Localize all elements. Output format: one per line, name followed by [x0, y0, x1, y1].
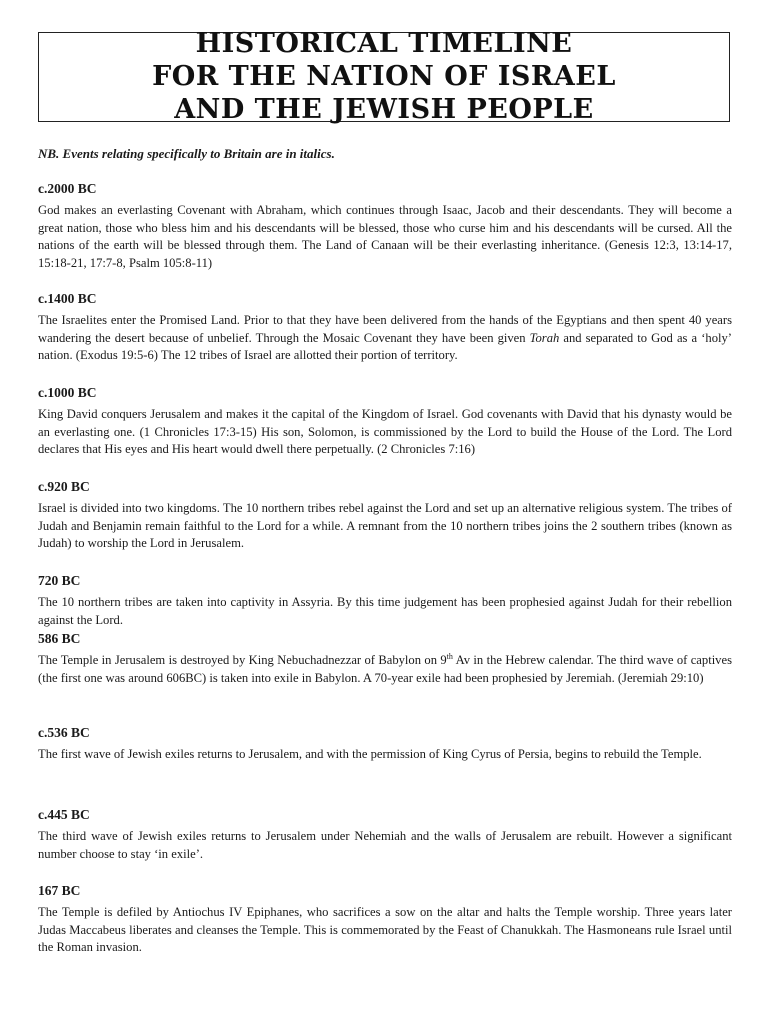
entry-date: c.1400 BC [38, 291, 97, 306]
entry-text: The Temple is defiled by Antiochus IV Epiphanes, who sacrifices a sow on the altar and halts the Temple worship. Three years later Judas Maccabeus liberates and cleanses the Temple. This is commemorated by the Feast of Chanukkah. The Hasmoneans rule Israel until the Roman invasion. [38, 905, 732, 954]
timeline-entry [38, 180, 732, 272]
entry-date: c.445 BC [38, 807, 90, 822]
timeline-entry [38, 630, 732, 687]
entry-text: The first wave of Jewish exiles returns to Jerusalem, and with the permission of King Cyrus of Persia, begins to rebuild the Temple. [38, 747, 702, 761]
entry-text [38, 652, 732, 687]
entry-date: c.536 BC [38, 725, 90, 740]
entry-date: c.2000 BC [38, 181, 97, 196]
entry-text: King David conquers Jerusalem and makes it the capital of the Kingdom of Israel. God covenants with David that his dynasty would be an everlasting one. (1 Chronicles 17:3-15) His son, Solomon, is commissioned by the Lord to build the House of the Lord. The Lord declares that His eyes and His heart would dwell there perpetually. (2 Chronicles 7:16) [38, 407, 732, 456]
entry-text: God makes an everlasting Covenant with Abraham, which continues through Isaac, Jacob and their descendants. They will become a great nation, those who bless him and his descendants will be blessed, those who curse him and his descendants will be cursed. All the nations of the earth will be blessed through them. The Land of Canaan will be their everlasting inheritance. (Genesis 12:3, 13:14-17, 15:18-21, 17:7-8, Psalm 105:8-11) [38, 203, 732, 270]
entry-text-part: The Israelites enter the Promised Land. Prior to that they have been delivered from the hands of the Egyptians and then spent 40 years wandering the desert because of unbelief. Through the Mosaic Covenant they have been given [38, 313, 732, 345]
title-line-2: FOR THE NATION OF ISRAEL [152, 61, 616, 92]
entry-text: The third wave of Jewish exiles returns to Jerusalem under Nehemiah and the walls of Jerusalem are rebuilt. However a significant number choose to stay ‘in exile’. [38, 829, 732, 861]
timeline-entry [38, 806, 732, 863]
title-line-1: HISTORICAL TIMELINE [195, 28, 573, 59]
italics-note: NB. Events relating specifically to Britain are in italics. [38, 146, 335, 161]
entry-text: The 10 northern tribes are taken into captivity in Assyria. By this time judgement has been prophesied against Judah for their rebellion against the Lord. [38, 595, 732, 627]
entry-text-part: The Temple in Jerusalem is destroyed by King Nebuchadnezzar of Babylon on 9 [38, 653, 447, 667]
entry-text-part: Av in the Hebrew calendar. The third wave of captives (the first one was around 606BC) is taken into exile in Babylon. A 70-year exile had been prophesied by Jeremiah. (Jeremiah 29:10) [38, 653, 732, 685]
timeline-entry [38, 882, 732, 957]
entry-date: 586 BC [38, 631, 81, 646]
entry-date: 167 BC [38, 883, 81, 898]
entry-text-part: and separated to God as a ‘holy’ nation. (Exodus 19:5-6) The 12 tribes of Israel are allotted their portion of territory. [38, 330, 732, 362]
entry-text-italic: Torah [529, 330, 560, 345]
timeline-entry [38, 478, 732, 553]
entry-date: c.920 BC [38, 479, 90, 494]
title-line-3: AND THE JEWISH PEOPLE [174, 94, 594, 125]
timeline-entry [38, 290, 732, 365]
timeline-entry [38, 572, 732, 629]
entry-date: c.1000 BC [38, 385, 97, 400]
entry-text [38, 312, 732, 365]
entry-date: 720 BC [38, 573, 81, 588]
timeline-entry [38, 384, 732, 459]
entry-text-superscript: th [446, 651, 453, 661]
entry-text: Israel is divided into two kingdoms. The 10 northern tribes rebel against the Lord and set up an alternative religious system. The tribes of Judah and Benjamin remain faithful to the Lord for a while. A remnant from the 10 northern tribes joins the 2 southern tribes (known as Judah) to worship the Lord in Jerusalem. [38, 501, 732, 550]
timeline-entry [38, 724, 732, 764]
title-box [38, 28, 730, 125]
